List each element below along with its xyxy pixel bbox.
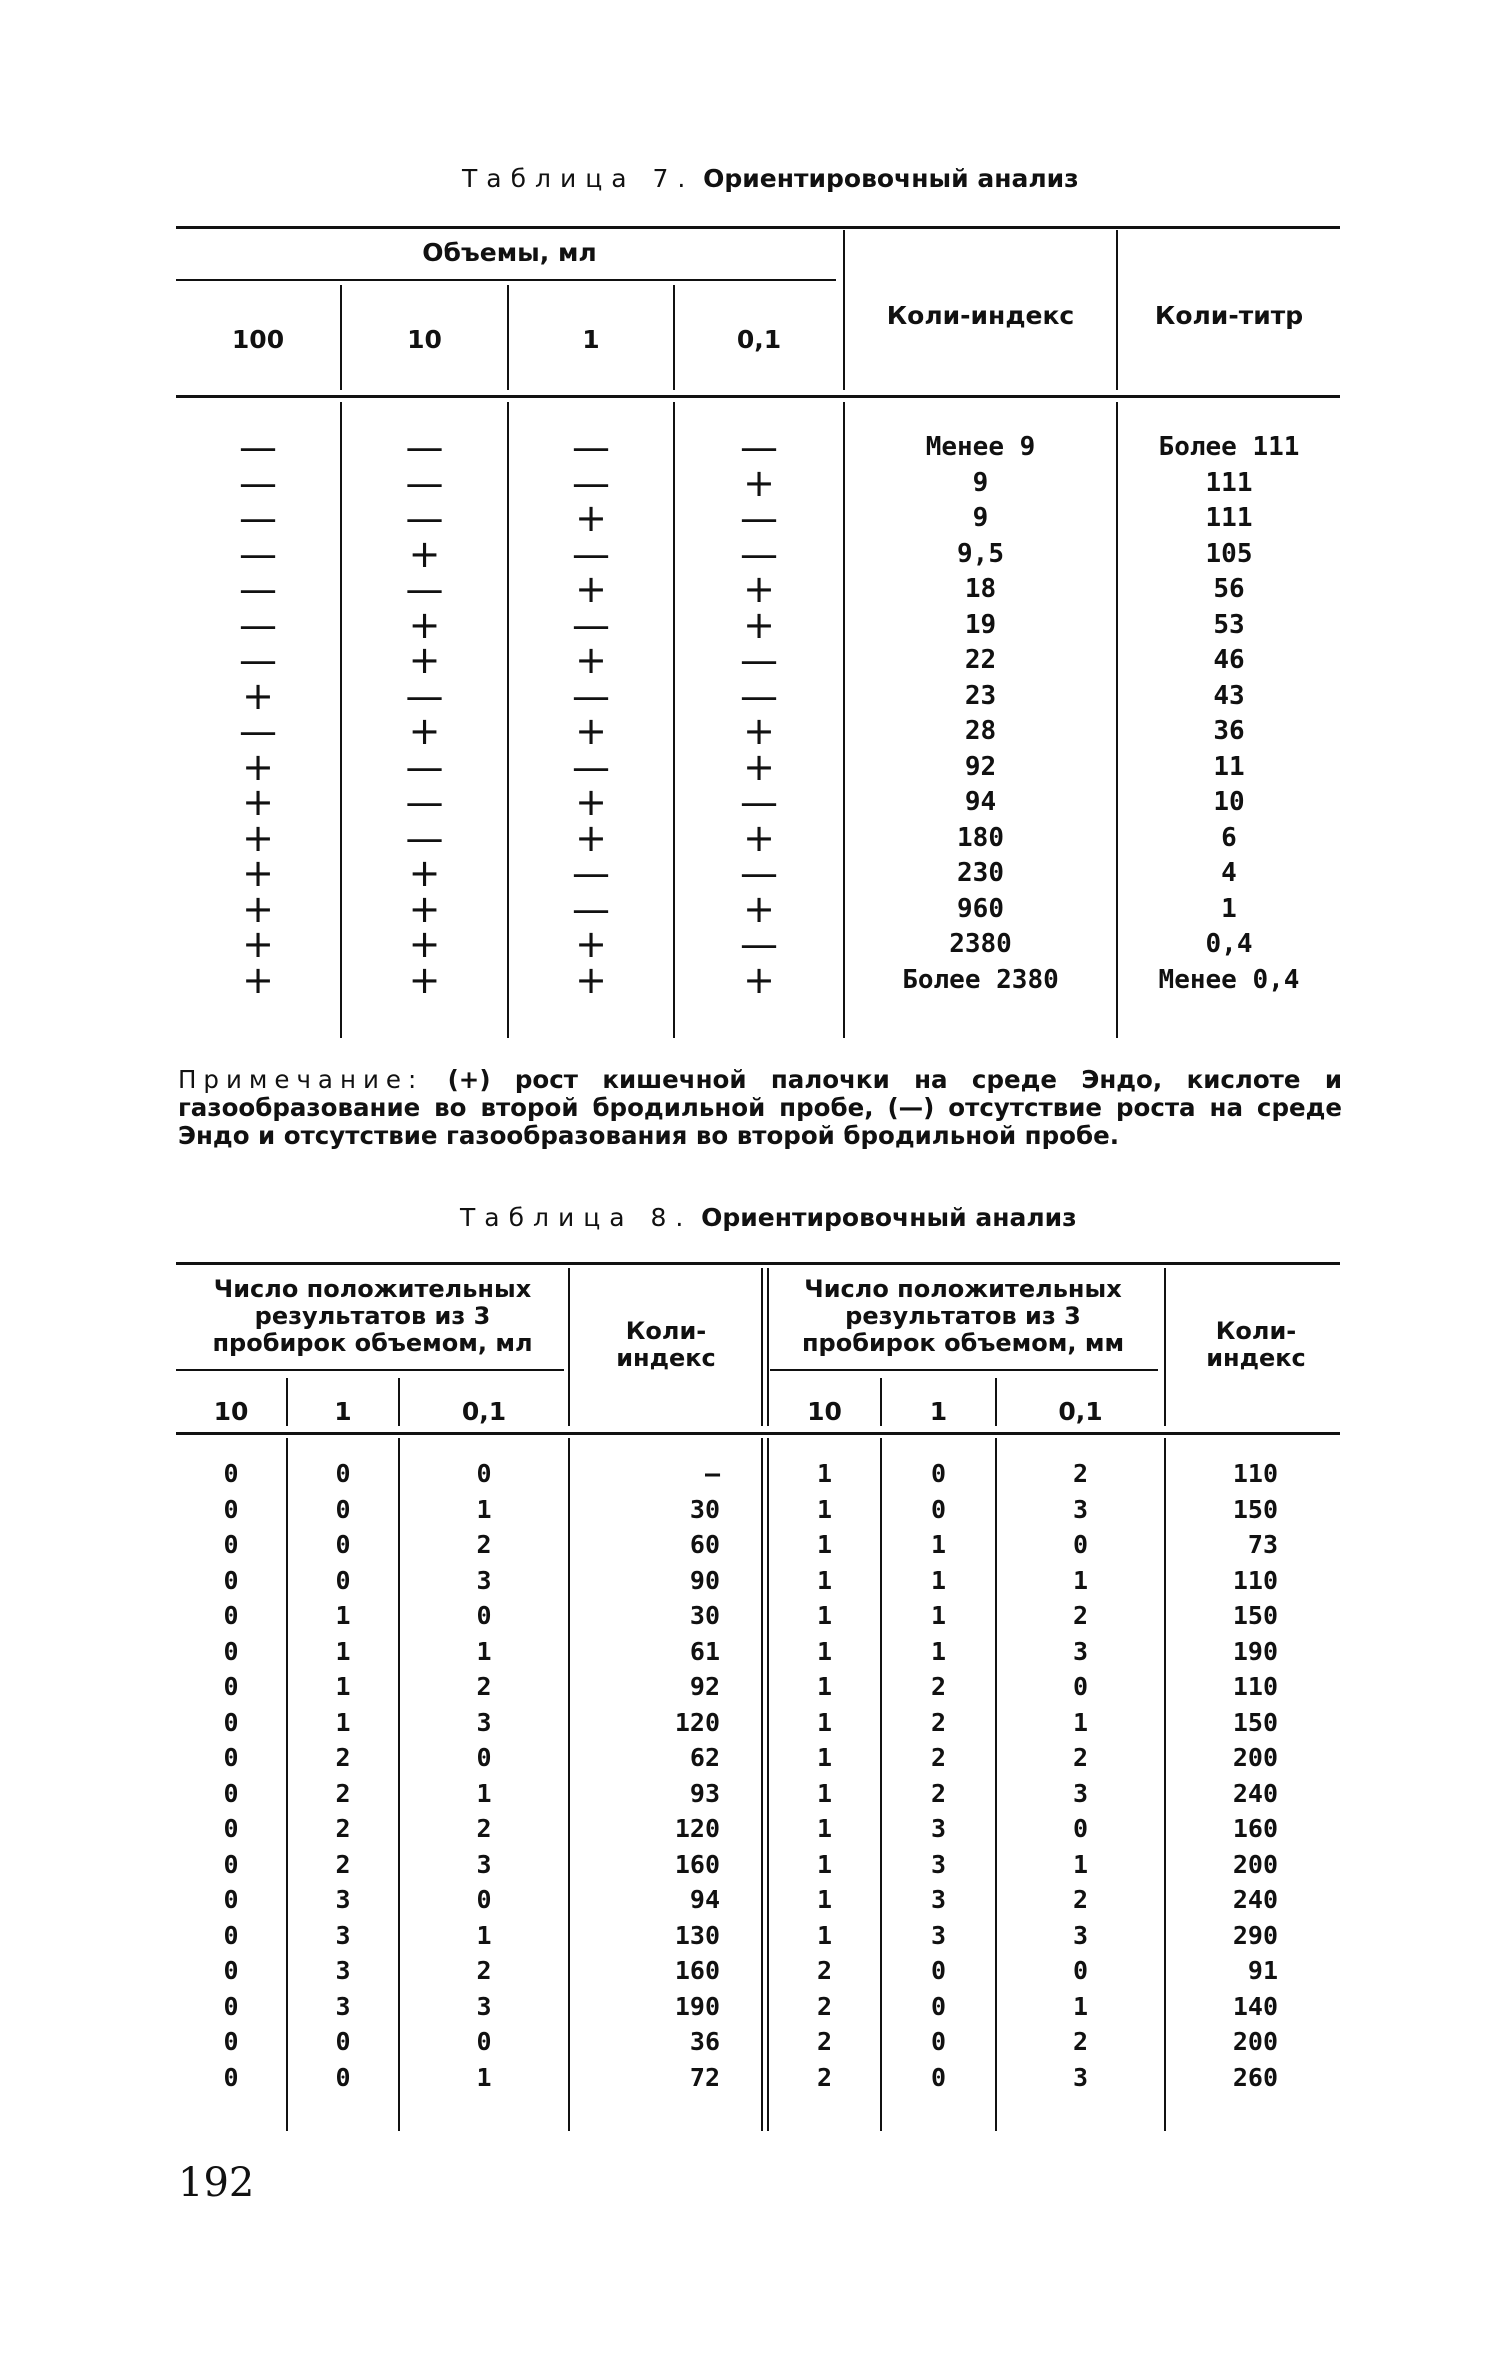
table8-coli-index-cell: 73 xyxy=(1247,1530,1278,1559)
table7-sign-cell: + xyxy=(743,815,775,860)
table7-volume-label: 100 xyxy=(231,325,285,354)
table8-coli-index-cell: 240 xyxy=(1232,1778,1278,1808)
table8-count-cell: 0 xyxy=(1072,1956,1089,1985)
table7-sign-cell: — xyxy=(239,638,277,682)
table7-sign-cell: + xyxy=(743,744,775,789)
table8-count-cell: 1 xyxy=(1072,1991,1089,2021)
table7-sign-cell: — xyxy=(740,851,778,895)
table8-coli-index-cell: 62 xyxy=(689,1743,720,1772)
table7-coli-titer-cell: Более 111 xyxy=(1158,432,1300,462)
table7-sign-cell: — xyxy=(405,496,444,540)
table8-coli-index-cell: 110 xyxy=(1232,1672,1278,1701)
table8-volume-label: 10 xyxy=(807,1397,842,1426)
table8-count-cell: 1 xyxy=(930,1601,947,1630)
table7-header-volumes: Объемы, мл xyxy=(422,238,597,267)
table8-count-cell: 0 xyxy=(223,1920,239,1950)
table8-count-cell: 2 xyxy=(335,1849,351,1879)
table7-coli-titer-cell: 56 xyxy=(1213,574,1245,604)
table7-sign-cell: + xyxy=(575,567,607,611)
table7-sign-cell: — xyxy=(239,567,277,611)
table7-sign-cell: — xyxy=(740,638,778,682)
table8-top-rule xyxy=(176,1262,1340,1265)
table8-count-cell: 3 xyxy=(476,1849,492,1879)
table8-right-volumes-rule xyxy=(770,1369,1158,1371)
table8-count-cell: 1 xyxy=(816,1778,833,1808)
table8-count-cell: 1 xyxy=(816,1565,833,1595)
table7-sign-cell: — xyxy=(239,531,277,576)
table8-header-coli-index-right: Коли-индекс xyxy=(1206,1317,1306,1372)
table8-count-cell: 1 xyxy=(816,1494,833,1524)
table8-count-cell: 3 xyxy=(930,1849,947,1879)
table8-count-cell: 3 xyxy=(930,1814,947,1843)
table8-header-left: Число положительных результатов из 3 пробирок объемом, мл xyxy=(212,1275,533,1357)
table8-coli-index-cell: 160 xyxy=(1232,1814,1278,1843)
table7-coli-index-cell: 2380 xyxy=(949,929,1012,959)
table7-coli-titer-cell: 43 xyxy=(1213,680,1245,711)
table8-vrule xyxy=(568,1268,570,1426)
table8-count-cell: 3 xyxy=(335,1956,351,1985)
note-label: Примечание: xyxy=(178,1065,424,1094)
table7-coli-titer-cell: 0,4 xyxy=(1205,929,1253,959)
table8-coli-index-cell: 260 xyxy=(1232,2062,1278,2092)
table8-coli-index-cell: — xyxy=(704,1459,720,1488)
table8-vrule xyxy=(1164,1268,1166,1426)
table7-coli-titer-cell: 53 xyxy=(1213,609,1245,640)
table8-count-cell: 0 xyxy=(476,1885,492,1914)
table8-count-cell: 1 xyxy=(335,1636,351,1666)
table8-row xyxy=(0,1953,1499,1988)
table7-sign-cell: — xyxy=(405,425,444,469)
table8-count-cell: 1 xyxy=(476,1920,492,1950)
table8-count-cell: 0 xyxy=(476,1601,492,1630)
table8-coli-index-cell: 190 xyxy=(674,1991,720,2021)
table8-volume-label: 1 xyxy=(929,1397,948,1426)
table7-sign-cell: — xyxy=(740,673,778,718)
table7-sign-cell: + xyxy=(408,851,441,895)
table8-count-cell: 2 xyxy=(1072,2027,1089,2056)
table7-coli-index-cell: 180 xyxy=(957,822,1004,853)
table8-vrule xyxy=(761,1268,763,1426)
table7-coli-titer-cell: 11 xyxy=(1213,751,1245,782)
table8-header-rule xyxy=(176,1432,1340,1435)
table8-count-cell: 3 xyxy=(476,1707,492,1737)
note-text: (+) рост кишечной палочки на среде Эндо, кислоте и газообразование во второй бродильной пробе, (—) отсутствие роста на среде Эндо и отсутствие газообразования во второй бродильной пробе. xyxy=(178,1065,1343,1150)
table8-count-cell: 3 xyxy=(476,1991,492,2021)
table7-coli-titer-cell: 36 xyxy=(1213,716,1245,746)
table7-volume-label: 1 xyxy=(582,325,600,354)
table7-coli-index-cell: 9,5 xyxy=(957,538,1004,569)
table8-count-cell: 1 xyxy=(335,1707,351,1737)
table8-count-cell: 2 xyxy=(816,2062,833,2092)
table8-row xyxy=(0,1492,1499,1527)
table8-count-cell: 3 xyxy=(335,1991,351,2021)
table7-sign-cell: + xyxy=(743,957,775,1002)
table7-sign-cell: + xyxy=(743,709,775,753)
table8-coli-index-cell: 240 xyxy=(1232,1885,1278,1914)
table7-sign-cell: + xyxy=(242,744,274,789)
table8-count-cell: 0 xyxy=(223,1849,239,1879)
table7-coli-titer-cell: 6 xyxy=(1221,822,1237,853)
table7-coli-titer-cell: 1 xyxy=(1221,893,1237,924)
table8-count-cell: 2 xyxy=(1072,1743,1089,1772)
table8-volume-label: 1 xyxy=(334,1397,352,1426)
table8-count-cell: 2 xyxy=(930,1778,947,1808)
table7-coli-index-cell: 23 xyxy=(964,680,997,711)
table7-coli-index-cell: 28 xyxy=(964,716,997,746)
table7-sign-cell: — xyxy=(239,602,277,647)
table7-coli-titer-cell: Менее 0,4 xyxy=(1158,964,1300,995)
table7-coli-titer-cell: 111 xyxy=(1205,503,1253,533)
table8-count-cell: 2 xyxy=(816,2027,833,2056)
table7-volume-label: 0,1 xyxy=(736,325,782,354)
table8-row xyxy=(0,1527,1499,1562)
table8-coli-index-cell: 160 xyxy=(674,1849,720,1879)
table8-count-cell: 0 xyxy=(223,1565,239,1595)
table8-coli-index-cell: 30 xyxy=(689,1494,720,1524)
table8-coli-index-cell: 200 xyxy=(1232,1849,1278,1879)
table8-count-cell: 3 xyxy=(1072,2062,1089,2092)
table8-coli-index-cell: 130 xyxy=(674,1920,720,1950)
table8-count-cell: 0 xyxy=(1072,1814,1089,1843)
table7-sign-cell: + xyxy=(408,638,441,682)
table8-coli-index-cell: 110 xyxy=(1232,1565,1278,1595)
table8-count-cell: 1 xyxy=(816,1707,833,1737)
table8-count-cell: 0 xyxy=(223,1530,239,1559)
table8-count-cell: 1 xyxy=(335,1601,351,1630)
table8-row xyxy=(0,1989,1499,2024)
table8-count-cell: 0 xyxy=(930,1991,947,2021)
table7-sign-cell: + xyxy=(743,602,775,647)
table7-volume-label: 10 xyxy=(407,325,442,354)
table8-coli-index-cell: 92 xyxy=(689,1672,720,1701)
table8-count-cell: 0 xyxy=(223,1956,239,1985)
table7-sign-cell: — xyxy=(572,602,610,647)
table7-sign-cell: + xyxy=(408,886,441,931)
table7-sign-cell: + xyxy=(575,638,607,682)
table7-sign-cell: — xyxy=(405,780,444,824)
table8-count-cell: 1 xyxy=(816,1920,833,1950)
table8-count-cell: 0 xyxy=(335,1565,351,1595)
table7-sign-cell: + xyxy=(408,957,441,1002)
table8-count-cell: 0 xyxy=(1072,1530,1089,1559)
table8-count-cell: 2 xyxy=(930,1707,947,1737)
table7-caption-title: Ориентировочный анализ xyxy=(703,164,1079,193)
table7-coli-index-cell: Менее 9 xyxy=(925,432,1036,462)
table8-count-cell: 1 xyxy=(930,1565,947,1595)
table8-row xyxy=(0,1776,1499,1811)
table8-count-cell: 2 xyxy=(476,1672,492,1701)
table7-sign-cell: — xyxy=(572,673,610,718)
table8-left-volumes-rule xyxy=(176,1369,564,1371)
table8-row xyxy=(0,2060,1499,2095)
table8-count-cell: 2 xyxy=(816,1991,833,2021)
table7-coli-index-cell: 9 xyxy=(972,467,989,498)
table8-row xyxy=(0,1811,1499,1846)
table8-coli-index-cell: 30 xyxy=(689,1601,720,1630)
table8-count-cell: 1 xyxy=(476,1494,492,1524)
table8-coli-index-cell: 150 xyxy=(1232,1707,1278,1737)
table8-coli-index-cell: 36 xyxy=(689,2027,720,2056)
table8-count-cell: 2 xyxy=(1072,1459,1089,1488)
table8-count-cell: 3 xyxy=(1072,1920,1089,1950)
table7-sign-cell: + xyxy=(242,851,274,895)
table8-count-cell: 3 xyxy=(930,1885,947,1914)
table8-count-cell: 2 xyxy=(335,1814,351,1843)
table8-count-cell: 0 xyxy=(930,1956,947,1985)
table8-count-cell: 0 xyxy=(223,2027,239,2056)
table8-count-cell: 3 xyxy=(1072,1778,1089,1808)
table8-row xyxy=(0,1456,1499,1491)
table8-count-cell: 2 xyxy=(930,1672,947,1701)
table7-coli-titer-cell: 10 xyxy=(1213,787,1245,817)
table7-sign-cell: — xyxy=(239,460,277,505)
table8-row xyxy=(0,1563,1499,1598)
table7-sign-cell: — xyxy=(405,673,444,718)
table7-sign-cell: + xyxy=(242,780,274,824)
table8-count-cell: 0 xyxy=(930,2027,947,2056)
table8-count-cell: 0 xyxy=(223,1601,239,1630)
table8-caption-title: Ориентировочный анализ xyxy=(701,1203,1077,1232)
table8-count-cell: 1 xyxy=(1072,1565,1089,1595)
table8-count-cell: 1 xyxy=(476,1778,492,1808)
table7-sign-cell: — xyxy=(239,425,277,469)
table7-coli-titer-cell: 46 xyxy=(1213,645,1245,675)
table7-header-coli-index: Коли-индекс xyxy=(886,301,1075,330)
table7-coli-index-cell: 22 xyxy=(964,645,997,675)
table8-count-cell: 1 xyxy=(816,1849,833,1879)
table8-row xyxy=(0,1882,1499,1917)
table8-coli-index-cell: 90 xyxy=(689,1565,720,1595)
table7-sign-cell: — xyxy=(572,425,610,469)
table7-sign-cell: + xyxy=(575,922,607,966)
table8-count-cell: 0 xyxy=(1072,1672,1089,1701)
table8-row xyxy=(0,1705,1499,1740)
table7-sign-cell: — xyxy=(740,780,778,824)
table8-volume-label: 0,1 xyxy=(1058,1397,1103,1426)
table8-row xyxy=(0,1669,1499,1704)
table7-coli-index-cell: 92 xyxy=(964,751,997,782)
table7-sign-cell: + xyxy=(575,815,607,860)
table8-count-cell: 2 xyxy=(476,1530,492,1559)
table8-count-cell: 2 xyxy=(816,1956,833,1985)
table7-sign-cell: — xyxy=(740,425,778,469)
table7-sign-cell: — xyxy=(740,531,778,576)
table8-coli-index-cell: 290 xyxy=(1232,1920,1278,1950)
table8-count-cell: 2 xyxy=(930,1743,947,1772)
table8-count-cell: 3 xyxy=(1072,1636,1089,1666)
table8-row xyxy=(0,1740,1499,1775)
table8-count-cell: 2 xyxy=(476,1956,492,1985)
table7-sign-cell: — xyxy=(572,886,610,931)
table7-sign-cell: — xyxy=(572,531,610,576)
table8-header-coli-index-left: Коли-индекс xyxy=(616,1317,716,1372)
table8-coli-index-cell: 61 xyxy=(689,1636,720,1666)
table8-count-cell: 1 xyxy=(816,1530,833,1559)
table7-sign-cell: — xyxy=(405,460,444,505)
table8-coli-index-cell: 200 xyxy=(1232,2027,1278,2056)
table7-sign-cell: + xyxy=(575,780,607,824)
table8-count-cell: 1 xyxy=(816,1636,833,1666)
table7-coli-index-cell: 18 xyxy=(964,574,997,604)
table7-sign-cell: + xyxy=(575,709,607,753)
table8-count-cell: 1 xyxy=(816,1743,833,1772)
table7-sign-cell: + xyxy=(743,567,775,611)
table8-body xyxy=(0,1456,1499,2096)
table8-count-cell: 0 xyxy=(335,1459,351,1488)
table7-sign-cell: — xyxy=(239,496,277,540)
table8-count-cell: 0 xyxy=(476,1459,492,1488)
table8-coli-index-cell: 140 xyxy=(1232,1991,1278,2021)
table8-count-cell: 0 xyxy=(223,1459,239,1488)
table7-sign-cell: + xyxy=(408,709,441,753)
table7-caption-prefix: Таблица 7. xyxy=(462,164,695,193)
table7-coli-index-cell: 94 xyxy=(964,787,997,817)
table7-sign-cell: + xyxy=(242,673,274,718)
table8-count-cell: 0 xyxy=(335,2027,351,2056)
table8-count-cell: 1 xyxy=(930,1530,947,1559)
table8-count-cell: 1 xyxy=(1072,1707,1089,1737)
table8-count-cell: 0 xyxy=(930,2062,947,2092)
table7-coli-index-cell: 230 xyxy=(957,858,1004,888)
table8-caption-prefix: Таблица 8. xyxy=(460,1203,693,1232)
table8-coli-index-cell: 190 xyxy=(1232,1636,1278,1666)
table7-sign-cell: — xyxy=(405,567,444,611)
table8-count-cell: 0 xyxy=(476,2027,492,2056)
table8-coli-index-cell: 72 xyxy=(689,2062,720,2092)
table8-coli-index-cell: 93 xyxy=(689,1778,720,1808)
table7-sign-cell: — xyxy=(740,496,778,540)
table8-volume-label: 10 xyxy=(213,1397,249,1426)
table7-sign-cell: + xyxy=(408,531,441,576)
table8-coli-index-cell: 200 xyxy=(1232,1743,1278,1772)
table7-sign-cell: — xyxy=(405,744,444,789)
table7-sign-cell: — xyxy=(572,744,610,789)
table8-count-cell: 1 xyxy=(1072,1849,1089,1879)
table8-count-cell: 0 xyxy=(335,1494,351,1524)
table8-count-cell: 0 xyxy=(476,1743,492,1772)
table7-coli-index-cell: 960 xyxy=(957,893,1004,924)
table7-coli-titer-cell: 4 xyxy=(1221,858,1237,888)
table8-count-cell: 3 xyxy=(476,1565,492,1595)
table7-sign-cell: + xyxy=(743,886,775,931)
table8-count-cell: 0 xyxy=(335,2062,351,2092)
table7-sign-cell: — xyxy=(405,815,444,860)
table7-sign-cell: + xyxy=(408,922,441,966)
table8-count-cell: 0 xyxy=(930,1459,947,1488)
table7-sign-cell: + xyxy=(242,815,274,860)
table8-count-cell: 1 xyxy=(816,1885,833,1914)
table8-coli-index-cell: 60 xyxy=(689,1530,720,1559)
table7-coli-index-cell: 9 xyxy=(972,503,989,533)
table8-count-cell: 0 xyxy=(930,1494,947,1524)
table8-count-cell: 1 xyxy=(816,1459,833,1488)
table8-count-cell: 0 xyxy=(223,1707,239,1737)
table8-coli-index-cell: 150 xyxy=(1232,1601,1278,1630)
table8-count-cell: 1 xyxy=(930,1636,947,1666)
table7-sign-cell: + xyxy=(242,922,274,966)
table8-count-cell: 0 xyxy=(223,1814,239,1843)
table7-sign-cell: — xyxy=(572,460,610,505)
table7-coli-titer-cell: 105 xyxy=(1205,538,1253,569)
table8-count-cell: 1 xyxy=(816,1814,833,1843)
table8-count-cell: 0 xyxy=(223,2062,239,2092)
table8-count-cell: 2 xyxy=(335,1743,351,1772)
table8-count-cell: 1 xyxy=(476,2062,492,2092)
table8-count-cell: 3 xyxy=(1072,1494,1089,1524)
table8-count-cell: 0 xyxy=(223,1494,239,1524)
table7-coli-titer-cell: 111 xyxy=(1205,467,1253,498)
table8-row xyxy=(0,2024,1499,2059)
table7-coli-index-cell: Более 2380 xyxy=(902,964,1059,995)
table8-count-cell: 0 xyxy=(335,1530,351,1559)
table8-row xyxy=(0,1634,1499,1669)
table7-sign-cell: + xyxy=(575,496,607,540)
table8-count-cell: 1 xyxy=(816,1672,833,1701)
table8-coli-index-cell: 110 xyxy=(1232,1459,1278,1488)
table8-count-cell: 1 xyxy=(476,1636,492,1666)
table8-count-cell: 3 xyxy=(930,1920,947,1950)
table8-count-cell: 1 xyxy=(816,1601,833,1630)
table7-sign-cell: — xyxy=(239,709,277,753)
table8-count-cell: 0 xyxy=(223,1885,239,1914)
table7-header-coli-titer: Коли-титр xyxy=(1154,301,1304,330)
table8-coli-index-cell: 120 xyxy=(674,1707,720,1737)
table8-count-cell: 3 xyxy=(335,1920,351,1950)
table8-coli-index-cell: 91 xyxy=(1247,1956,1278,1985)
table8-count-cell: 2 xyxy=(1072,1601,1089,1630)
table7-sign-cell: + xyxy=(408,602,441,647)
table7-sign-cell: + xyxy=(743,460,775,505)
table8-count-cell: 0 xyxy=(223,1743,239,1772)
table8-header-right: Число положительных результатов из 3 пробирок объемом, мм xyxy=(801,1275,1125,1357)
table8-count-cell: 3 xyxy=(335,1885,351,1914)
table7-coli-index-cell: 19 xyxy=(964,609,997,640)
table8-count-cell: 0 xyxy=(223,1778,239,1808)
table8-count-cell: 0 xyxy=(223,1672,239,1701)
page-number: 192 xyxy=(178,2160,255,2206)
table7-sign-cell: + xyxy=(575,957,607,1002)
table8-coli-index-cell: 120 xyxy=(674,1814,720,1843)
table7-sign-cell: + xyxy=(242,886,274,931)
table8-count-cell: 2 xyxy=(1072,1885,1089,1914)
table8-coli-index-cell: 150 xyxy=(1232,1494,1278,1524)
table7-sign-cell: — xyxy=(740,922,778,966)
table8-count-cell: 1 xyxy=(335,1672,351,1701)
table8-volume-label: 0,1 xyxy=(461,1397,507,1426)
table8-count-cell: 2 xyxy=(476,1814,492,1843)
table8-row xyxy=(0,1918,1499,1953)
table8-count-cell: 0 xyxy=(223,1991,239,2021)
table7-sign-cell: — xyxy=(572,851,610,895)
table8-count-cell: 0 xyxy=(223,1636,239,1666)
table8-coli-index-cell: 160 xyxy=(674,1956,720,1985)
table8-row xyxy=(0,1847,1499,1882)
table8-coli-index-cell: 94 xyxy=(689,1885,720,1914)
table7-sign-cell: + xyxy=(242,957,274,1002)
table8-row xyxy=(0,1598,1499,1633)
table8-count-cell: 2 xyxy=(335,1778,351,1808)
